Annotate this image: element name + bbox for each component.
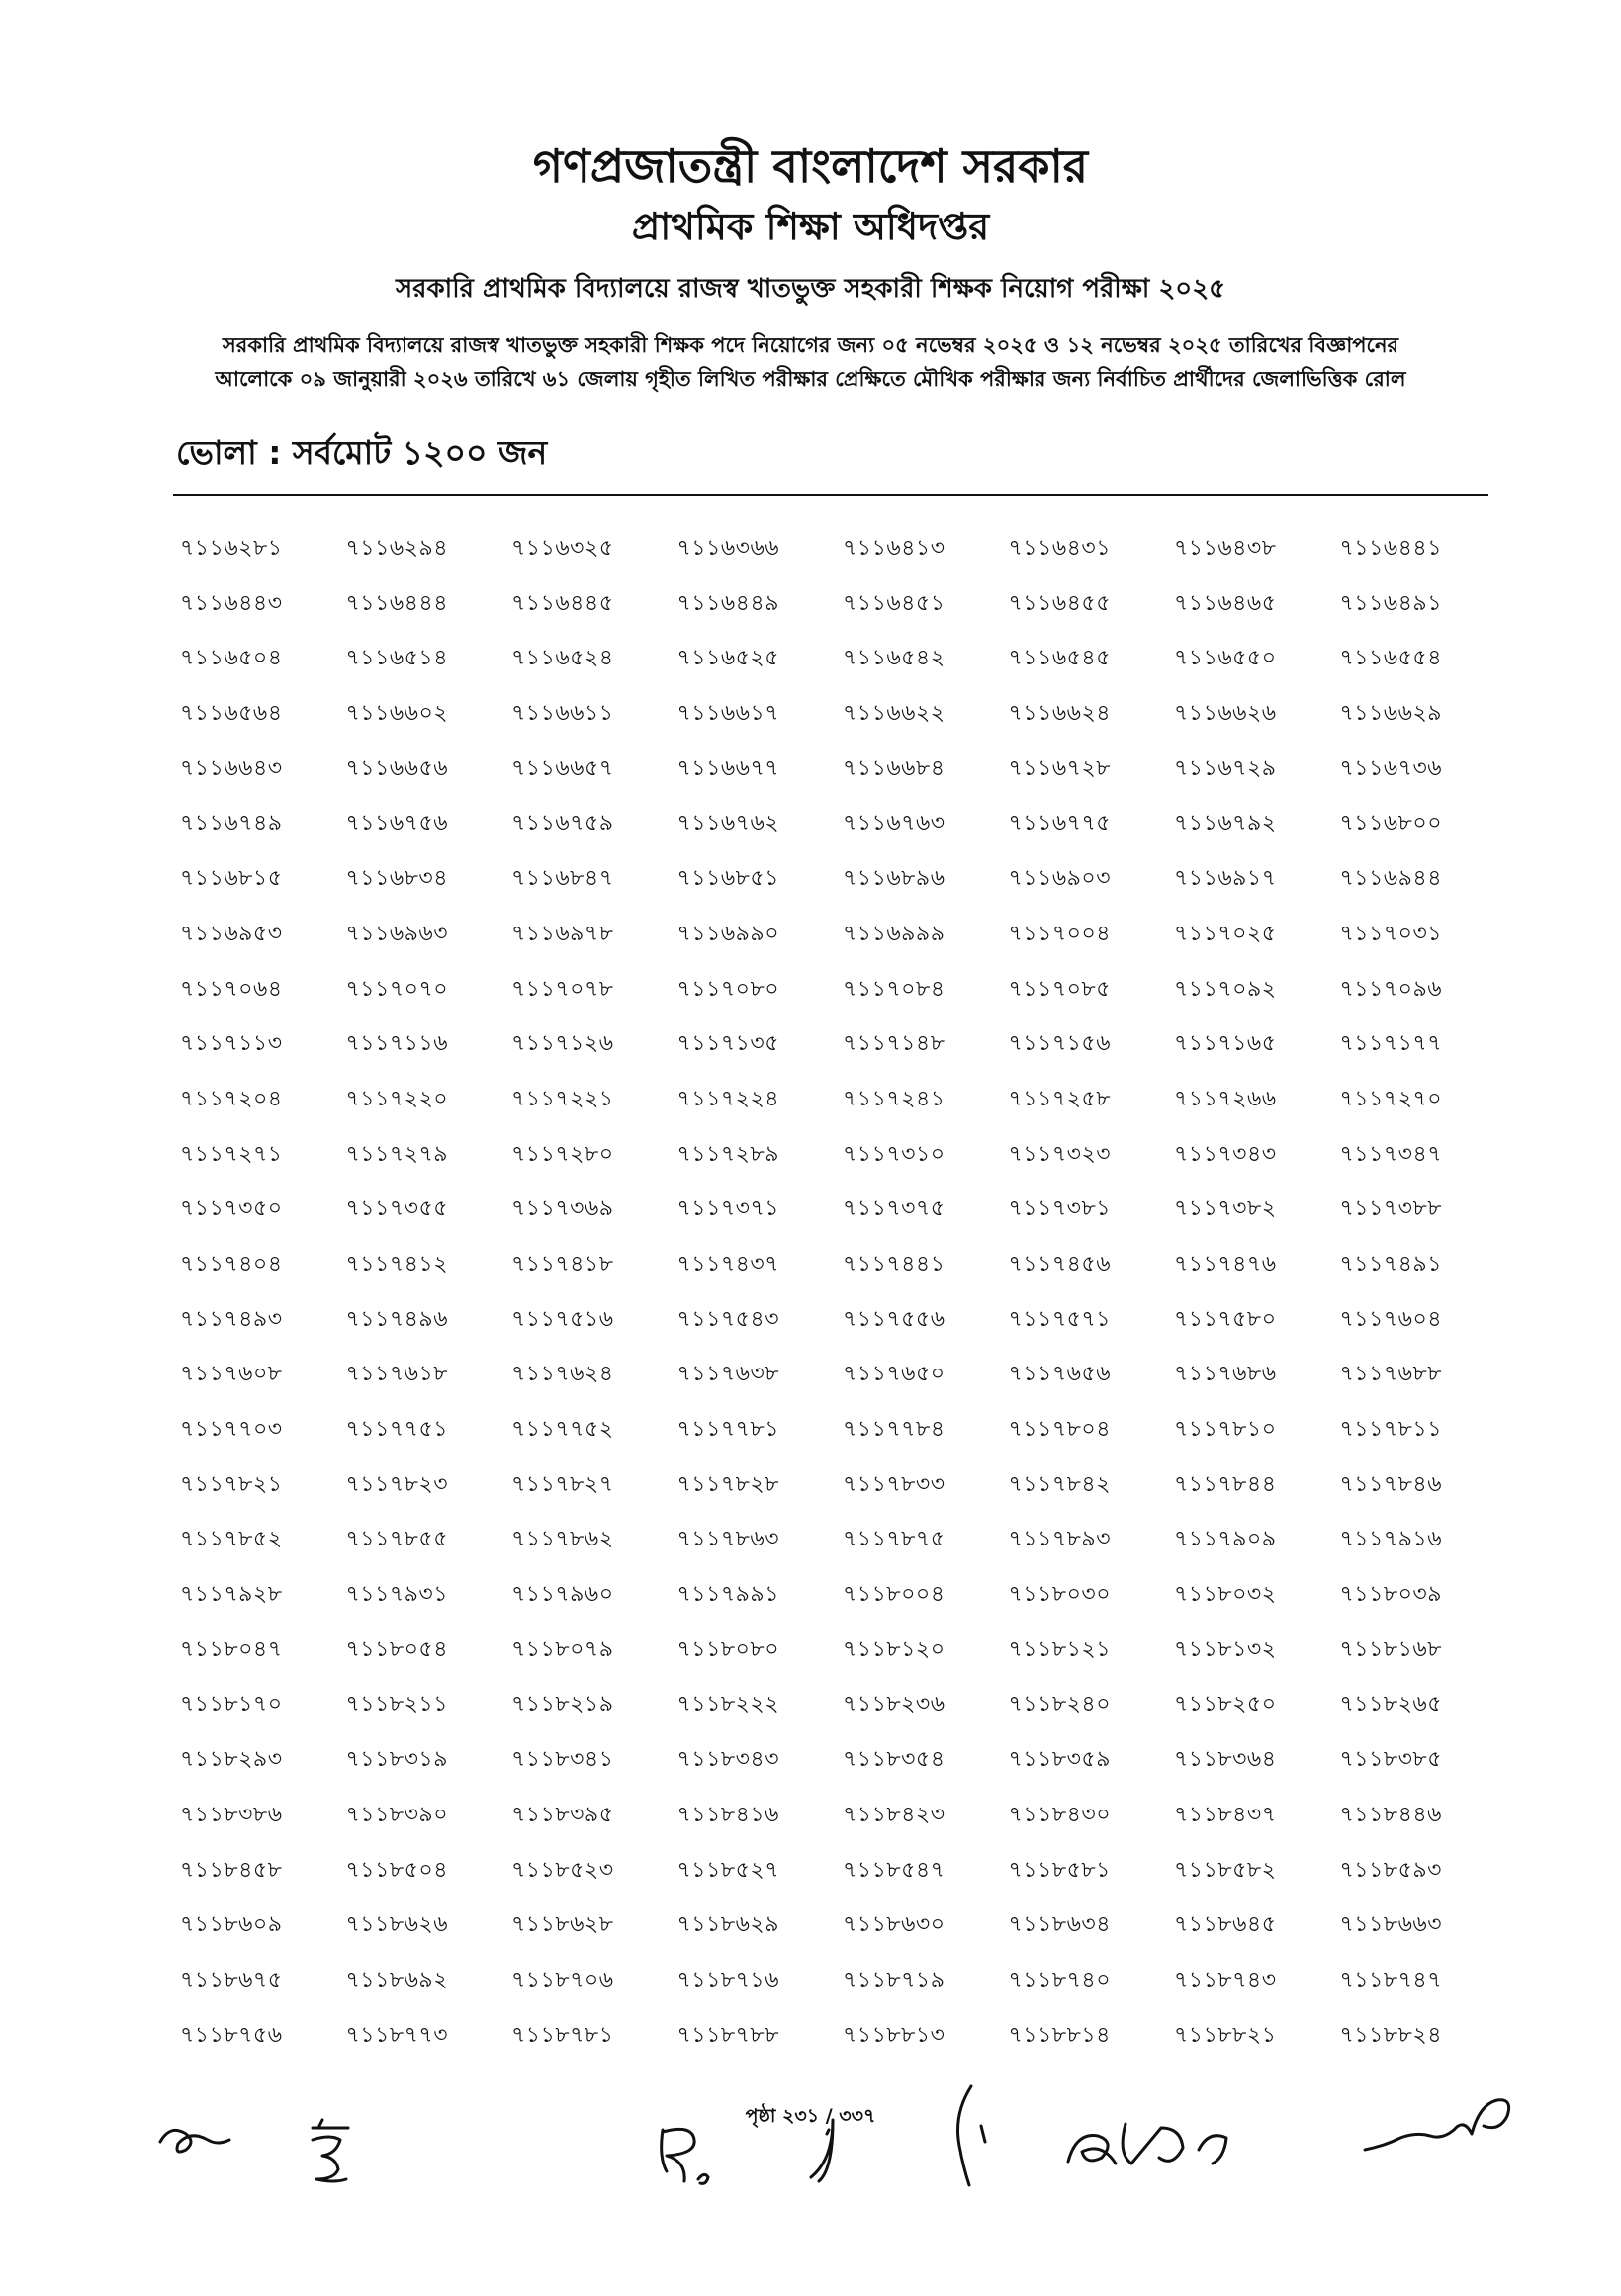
roll-number: ৭১১৭৬০৮ xyxy=(180,1362,283,1387)
roll-number: ৭১১৮১৩২ xyxy=(1174,1636,1277,1662)
roll-number: ৭১১৬৬২৯ xyxy=(1339,701,1443,727)
roll-number: ৭১১৬৬৪৩ xyxy=(180,755,283,781)
roll-number: ৭১১৭৬৫৬ xyxy=(1008,1362,1112,1387)
roll-number: ৭১১৬৯১৭ xyxy=(1174,866,1277,892)
roll-number: ৭১১৬৬৭৭ xyxy=(676,755,780,781)
roll-number: ৭১১৭০৮০ xyxy=(676,976,780,1002)
roll-number: ৭১১৬৯৬৩ xyxy=(345,921,449,946)
roll-number: ৭১১৬৫২৫ xyxy=(676,646,780,671)
roll-number: ৭১১৭২৮০ xyxy=(511,1141,614,1167)
roll-number: ৭১১৮৭১৯ xyxy=(843,1967,946,1992)
roll-number: ৭১১৬৭৫৬ xyxy=(345,811,449,837)
roll-number: ৭১১৭৩১০ xyxy=(843,1141,946,1167)
roll-number: ৭১১৮৬২৮ xyxy=(511,1912,614,1938)
roll-number: ৭১১৭৪৭৬ xyxy=(1174,1251,1277,1277)
roll-number: ৭১১৮৬০৯ xyxy=(180,1912,283,1938)
roll-number: ৭১১৬৮৫১ xyxy=(676,866,779,892)
roll-number: ৭১১৭২৭৯ xyxy=(345,1141,449,1167)
roll-number: ৭১১৬৭৪৯ xyxy=(180,811,283,837)
roll-number: ৭১১৭৬২৪ xyxy=(511,1362,614,1387)
roll-number: ৭১১৮২৬৫ xyxy=(1339,1692,1443,1718)
roll-number: ৭১১৭৪১৮ xyxy=(511,1251,614,1277)
roll-number: ৭১১৭৮৬৩ xyxy=(676,1527,780,1552)
roll-number: ৭১১৮০৪৭ xyxy=(180,1636,283,1662)
roll-number: ৭১১৮৬৪৫ xyxy=(1174,1912,1277,1938)
roll-number: ৭১১৬৪৩১ xyxy=(1008,536,1112,561)
roll-number: ৭১১৮০৭৯ xyxy=(511,1636,614,1662)
roll-number: ৭১১৮৩৪১ xyxy=(511,1747,614,1773)
roll-number: ৭১১৭৯৩১ xyxy=(345,1582,449,1608)
roll-number: ৭১১৭২৮৯ xyxy=(676,1141,780,1167)
roll-number: ৭১১৭৩৮১ xyxy=(1008,1196,1112,1222)
roll-number: ৭১১৭৮৫৫ xyxy=(345,1527,448,1552)
roll-number: ৭১১৬৫৪৫ xyxy=(1008,646,1111,671)
signature-4 xyxy=(811,2120,833,2181)
roll-number: ৭১১৭৪৯৬ xyxy=(345,1306,449,1332)
roll-number: ৭১১৭৮৪৬ xyxy=(1339,1471,1443,1497)
document-header xyxy=(0,136,1621,307)
roll-number: ৭১১৮৬৩০ xyxy=(843,1912,946,1938)
roll-number: ৭১১৭৮৫২ xyxy=(180,1527,283,1552)
roll-number: ৭১১৮৮১৩ xyxy=(843,2022,946,2048)
roll-number: ৭১১৭৬৮৮ xyxy=(1339,1362,1443,1387)
roll-number: ৭১১৮৬৭৫ xyxy=(180,1967,283,1992)
roll-number: ৭১১৭২২৪ xyxy=(676,1086,780,1111)
roll-number: ৭১১৭৩৪৭ xyxy=(1339,1141,1443,1167)
roll-number: ৭১১৬৬৫৭ xyxy=(511,755,614,781)
roll-number: ৭১১৬৪১৩ xyxy=(843,536,946,561)
government-title: গণপ্রজাতন্ত্রী বাংলাদেশ সরকার xyxy=(532,139,1089,193)
roll-number: ৭১১৭৯১৬ xyxy=(1339,1527,1443,1552)
roll-number: ৭১১৬৫০৪ xyxy=(180,646,283,671)
roll-number: ৭১১৬৫৪২ xyxy=(843,646,946,671)
roll-number: ৭১১৭৯৬০ xyxy=(511,1582,614,1608)
roll-number: ৭১১৬৭৫৯ xyxy=(511,811,614,837)
roll-number: ৭১১৭১৭৭ xyxy=(1339,1031,1443,1057)
roll-number: ৭১১৬৩২৫ xyxy=(511,536,614,561)
roll-number: ৭১১৮৩৮৫ xyxy=(1339,1747,1442,1773)
roll-number: ৭১১৭৮৬২ xyxy=(511,1527,614,1552)
roll-number: ৭১১৭৮৭৫ xyxy=(843,1527,946,1552)
roll-number: ৭১১৮৫৯৩ xyxy=(1339,1857,1442,1883)
roll-number: ৭১১৭৫৫৬ xyxy=(843,1306,946,1332)
notice-line: সরকারি প্রাথমিক বিদ্যালয়ে রাজস্ব খাতভুক্ত সহকারী শিক্ষক পদে নিয়োগের জন্য ০৫ নভেম্বর ২০২৫ ও ১২ নভেম্বর ২০২৫ তারিখের বিজ্ঞাপনের xyxy=(222,333,1399,357)
roll-number: ৭১১৭৩৮২ xyxy=(1174,1196,1277,1222)
roll-number: ৭১১৭০৭৮ xyxy=(511,976,614,1002)
roll-number: ৭১১৭৫১৬ xyxy=(511,1306,614,1332)
roll-number: ৭১১৮০৩৯ xyxy=(1339,1582,1443,1608)
roll-number: ৭১১৮৫৮১ xyxy=(1008,1857,1111,1883)
roll-number: ৭১১৮০০৪ xyxy=(843,1582,946,1608)
roll-number: ৭১১৮১২০ xyxy=(843,1636,946,1662)
roll-number: ৭১১৮৬৬৩ xyxy=(1339,1912,1443,1938)
roll-number: ৭১১৬৭২৯ xyxy=(1174,755,1277,781)
roll-number: ৭১১৭৮৪৪ xyxy=(1174,1471,1277,1497)
roll-number: ৭১১৮২৩৬ xyxy=(843,1692,946,1718)
roll-number: ৭১১৬৬২৪ xyxy=(1008,701,1112,727)
roll-number: ৭১১৭৮৩৩ xyxy=(843,1471,946,1497)
roll-number: ৭১১৬২৮১ xyxy=(180,536,283,561)
roll-number: ৭১১৮৩৮৬ xyxy=(180,1802,283,1827)
roll-number: ৭১১৮৭৮৮ xyxy=(676,2022,779,2048)
roll-number: ৭১১৭১১৩ xyxy=(180,1031,283,1057)
roll-number: ৭১১৭৪১২ xyxy=(345,1251,449,1277)
roll-number: ৭১১৭১৫৬ xyxy=(1008,1031,1112,1057)
roll-number: ৭১১৮২১৯ xyxy=(511,1692,614,1718)
roll-number: ৭১১৬৯৭৮ xyxy=(511,921,614,946)
roll-number: ৭১১৬৬২৬ xyxy=(1174,701,1277,727)
roll-number: ৭১১৮৩৫৪ xyxy=(843,1747,946,1773)
page-number: পৃষ্ঠা ২৩১ / ৩৩৭ xyxy=(745,2105,876,2127)
roll-number: ৭১১৭৩২৩ xyxy=(1008,1141,1112,1167)
roll-number: ৭১১৮১২১ xyxy=(1008,1636,1111,1662)
roll-number: ৭১১৭০৩১ xyxy=(1339,921,1443,946)
roll-number: ৭১১৭৮৯৩ xyxy=(1008,1527,1112,1552)
roll-number: ৭১১৮৩৪৩ xyxy=(676,1747,780,1773)
roll-number: ৭১১৮৬২৯ xyxy=(676,1912,780,1938)
roll-number: ৭১১৭৩৭১ xyxy=(676,1196,780,1222)
roll-number: ৭১১৭৫৪৩ xyxy=(676,1306,780,1332)
district-heading: ভোলা : সর্বমোট ১২০০ জন xyxy=(176,433,548,472)
roll-number: ৭১১৬৪৪৪ xyxy=(345,590,448,616)
roll-number: ৭১১৮২৯৩ xyxy=(180,1747,283,1773)
roll-number: ৭১১৬৪৪১ xyxy=(1339,536,1442,561)
roll-number: ৭১১৭৮১১ xyxy=(1339,1417,1442,1442)
roll-number: ৭১১৬৮৯৬ xyxy=(843,866,946,892)
roll-number: ৭১১৭৩৬৯ xyxy=(511,1196,614,1222)
roll-number: ৭১১৭৯৯১ xyxy=(676,1582,779,1608)
roll-number: ৭১১৭৭৮৪ xyxy=(843,1417,946,1442)
roll-number: ৭১১৬৫৫৪ xyxy=(1339,646,1442,671)
signature-1 xyxy=(160,2130,229,2152)
roll-number: ৭১১৮৪২৩ xyxy=(843,1802,946,1827)
roll-number: ৭১১৮৮২১ xyxy=(1174,2022,1277,2048)
roll-number: ৭১১৬৪৫৫ xyxy=(1008,590,1111,616)
roll-number: ৭১১৭৬০৪ xyxy=(1339,1306,1443,1332)
roll-number: ৭১১৭৬৩৮ xyxy=(676,1362,780,1387)
roll-number: ৭১১৬৭২৮ xyxy=(1008,755,1112,781)
roll-number: ৭১১৬৪৪৯ xyxy=(676,590,779,616)
roll-number: ৭১১৮৩৫৯ xyxy=(1008,1747,1111,1773)
roll-number: ৭১১৭৮২৩ xyxy=(345,1471,449,1497)
roll-number: ৭১১৭০৮৪ xyxy=(843,976,946,1002)
roll-number: ৭১১৬৪৪৩ xyxy=(180,590,283,616)
roll-number: ৭১১৮২৪০ xyxy=(1008,1692,1112,1718)
roll-number: ৭১১৭৩৫০ xyxy=(180,1196,283,1222)
roll-number: ৭১১৮২১১ xyxy=(345,1692,448,1718)
roll-number: ৭১১৭৮১০ xyxy=(1174,1417,1277,1442)
roll-number: ৭১১৭১১৬ xyxy=(345,1031,449,1057)
roll-number: ৭১১৭৬৫০ xyxy=(843,1362,946,1387)
roll-number: ৭১১৬৯৯৯ xyxy=(843,921,946,946)
roll-number: ৭১১৮৭৫৬ xyxy=(180,2022,283,2048)
roll-number: ৭১১৭৪৯৩ xyxy=(180,1306,283,1332)
signature-7 xyxy=(1365,2100,1509,2150)
roll-number: ৭১১৮৭৪০ xyxy=(1008,1967,1112,1992)
roll-number: ৭১১৭৯২৮ xyxy=(180,1582,283,1608)
roll-number: ৭১১৭৮২৮ xyxy=(676,1471,780,1497)
roll-number: ৭১১৬৫১৪ xyxy=(345,646,448,671)
roll-number: ৭১১৮৫৪৭ xyxy=(843,1857,946,1883)
roll-number: ৭১১৮২২২ xyxy=(676,1692,780,1718)
roll-number: ৭১১৬৪৪৫ xyxy=(511,590,614,616)
exam-title: সরকারি প্রাথমিক বিদ্যালয়ে রাজস্ব খাতভুক্ত সহকারী শিক্ষক নিয়োগ পরীক্ষা ২০২৫ xyxy=(396,274,1225,304)
roll-number: ৭১১৭২২১ xyxy=(511,1086,614,1111)
roll-number: ৭১১৬৮৪৭ xyxy=(511,866,614,892)
roll-number: ৭১১৭১৩৫ xyxy=(676,1031,780,1057)
signature-3 xyxy=(662,2129,708,2183)
roll-number: ৭১১৭১৬৫ xyxy=(1174,1031,1277,1057)
roll-number: ৭১১৬৪৯১ xyxy=(1339,590,1442,616)
roll-number: ৭১১৭৪৪১ xyxy=(843,1251,946,1277)
roll-number: ৭১১৬৮০০ xyxy=(1339,811,1443,837)
roll-number: ৭১১৮৭০৬ xyxy=(511,1967,614,1992)
roll-number: ৭১১৮৪৪৬ xyxy=(1339,1802,1442,1827)
roll-number: ৭১১৭৭৮১ xyxy=(676,1417,780,1442)
roll-number: ৭১১৭৪৩৭ xyxy=(676,1251,780,1277)
roll-number: ৭১১৭৬১৮ xyxy=(345,1362,449,1387)
roll-number: ৭১১৬৫২৪ xyxy=(511,646,614,671)
roll-number: ৭১১৮৮১৪ xyxy=(1008,2022,1111,2048)
roll-number: ৭১১৭৩৫৫ xyxy=(345,1196,449,1222)
roll-number: ৭১১৬৬০২ xyxy=(345,701,449,727)
roll-number: ৭১১৮৬৯২ xyxy=(345,1967,449,1992)
signature-2 xyxy=(313,2120,348,2181)
roll-number: ৭১১৬৬১১ xyxy=(511,701,614,727)
roll-number: ৭১১৭৮২১ xyxy=(180,1471,283,1497)
roll-number: ৭১১৮৪৩০ xyxy=(1008,1802,1112,1827)
roll-number: ৭১১৭৪৯১ xyxy=(1339,1251,1442,1277)
signature-5 xyxy=(958,2086,986,2185)
roll-number: ৭১১৭০২৫ xyxy=(1174,921,1277,946)
roll-number: ৭১১৮৫০৪ xyxy=(345,1857,448,1883)
roll-number: ৭১১৬৮৩৪ xyxy=(345,866,449,892)
roll-number: ৭১১৭২৫৮ xyxy=(1008,1086,1112,1111)
roll-number: ৭১১৬৬৫৬ xyxy=(345,755,449,781)
roll-number: ৭১১৭৫৮০ xyxy=(1174,1306,1277,1332)
roll-number: ৭১১৭০৯২ xyxy=(1174,976,1277,1002)
notice-line: আলোকে ০৯ জানুয়ারী ২০২৬ তারিখে ৬১ জেলায় গৃহীত লিখিত পরীক্ষার প্রেক্ষিতে মৌখিক পরীক্ষার জন্য নির্বাচিত প্রার্থীদের জেলাভিত্তিক রোল xyxy=(215,367,1406,391)
roll-number: ৭১১৮৫৮২ xyxy=(1174,1857,1277,1883)
roll-number: ৭১১৮৬৩৪ xyxy=(1008,1912,1112,1938)
roll-number: ৭১১৭০৯৬ xyxy=(1339,976,1443,1002)
roll-number: ৭১১৬৬২২ xyxy=(843,701,946,727)
roll-number: ৭১১৮৫২৭ xyxy=(676,1857,780,1883)
roll-number: ৭১১৭৪৫৬ xyxy=(1008,1251,1112,1277)
roll-number: ৭১১৭২২০ xyxy=(345,1086,449,1111)
roll-number: ৭১১৬৬১৭ xyxy=(676,701,780,727)
roll-number: ৭১১৬৯০৩ xyxy=(1008,866,1112,892)
notice-text xyxy=(148,328,1473,396)
roll-number: ৭১১৬২৯৪ xyxy=(345,536,449,561)
signatures xyxy=(0,2076,1621,2274)
roll-number: ৭১১৬৫৬৪ xyxy=(180,701,283,727)
roll-number: ৭১১৮০৫৪ xyxy=(345,1636,448,1662)
roll-number: ৭১১৭৫৭১ xyxy=(1008,1306,1112,1332)
roll-number: ৭১১৬৭৭৫ xyxy=(1008,811,1112,837)
roll-number: ৭১১৭২৬৬ xyxy=(1174,1086,1277,1111)
roll-number: ৭১১৬৯৯০ xyxy=(676,921,780,946)
roll-number: ৭১১৭৩৭৫ xyxy=(843,1196,946,1222)
roll-number: ৭১১৭১২৬ xyxy=(511,1031,614,1057)
roll-number: ৭১১৮৩৯৫ xyxy=(511,1802,614,1827)
roll-number: ৭১১৭৩৮৮ xyxy=(1339,1196,1443,1222)
roll-number: ৭১১৭৭৫১ xyxy=(345,1417,449,1442)
roll-number: ৭১১৬৫৫০ xyxy=(1174,646,1277,671)
roll-number: ৭১১৬৭৬২ xyxy=(676,811,780,837)
roll-number: ৭১১৭৬৮৬ xyxy=(1174,1362,1277,1387)
roll-number: ৭১১৮৬২৬ xyxy=(345,1912,449,1938)
roll-number: ৭১১৮৮২৪ xyxy=(1339,2022,1442,2048)
directorate-title: প্রাথমিক শিক্ষা অধিদপ্তর xyxy=(631,205,990,248)
signature-6 xyxy=(1068,2124,1226,2164)
roll-number: ৭১১৮৪১৬ xyxy=(676,1802,779,1827)
roll-number: ৭১১৮৭৪৩ xyxy=(1174,1967,1277,1992)
roll-number: ৭১১৮০৩২ xyxy=(1174,1582,1277,1608)
roll-number: ৭১১৮৩৯০ xyxy=(345,1802,449,1827)
roll-number: ৭১১৭০০৪ xyxy=(1008,921,1112,946)
roll-number: ৭১১৮১৬৮ xyxy=(1339,1636,1442,1662)
roll-number: ৭১১৭৮৪২ xyxy=(1008,1471,1112,1497)
roll-number: ৭১১৭৮০৪ xyxy=(1008,1417,1112,1442)
roll-number: ৭১১৬৭৩৬ xyxy=(1339,755,1443,781)
roll-number: ৭১১৭২৭১ xyxy=(180,1141,283,1167)
roll-number: ৭১১৭২৭০ xyxy=(1339,1086,1443,1111)
roll-number: ৭১১৬৪৩৮ xyxy=(1174,536,1277,561)
roll-number: ৭১১৮২৫০ xyxy=(1174,1692,1277,1718)
roll-number: ৭১১৮৩১৯ xyxy=(345,1747,448,1773)
roll-number: ৭১১৬৪৫১ xyxy=(843,590,946,616)
heading-divider xyxy=(173,494,1488,496)
roll-number: ৭১১৮৫২৩ xyxy=(511,1857,614,1883)
roll-number: ৭১১৭৩৪৩ xyxy=(1174,1141,1277,1167)
roll-number: ৭১১৭১৪৮ xyxy=(843,1031,946,1057)
roll-number: ৭১১৮৪৫৮ xyxy=(180,1857,283,1883)
roll-number: ৭১১৮০৮০ xyxy=(676,1636,780,1662)
roll-number: ৭১১৭০৮৫ xyxy=(1008,976,1112,1002)
roll-number: ৭১১৮০৩০ xyxy=(1008,1582,1112,1608)
roll-number: ৭১১৭২০৪ xyxy=(180,1086,283,1111)
roll-number: ৭১১৮৭৪৭ xyxy=(1339,1967,1443,1992)
roll-number: ৭১১৭২৪১ xyxy=(843,1086,946,1111)
roll-number: ৭১১৮৩৬৪ xyxy=(1174,1747,1277,1773)
roll-number: ৭১১৬৩৬৬ xyxy=(676,536,780,561)
roll-number: ৭১১৬৮১৫ xyxy=(180,866,283,892)
roll-number: ৭১১৬৬৮৪ xyxy=(843,755,946,781)
roll-number: ৭১১৭৭৫২ xyxy=(511,1417,614,1442)
roll-number: ৭১১৭৯০৯ xyxy=(1174,1527,1277,1552)
roll-number: ৭১১৬৭৬৩ xyxy=(843,811,946,837)
roll-number: ৭১১৭০৭০ xyxy=(345,976,449,1002)
roll-number: ৭১১৭০৬৪ xyxy=(180,976,283,1002)
roll-number: ৭১১৭৪০৪ xyxy=(180,1251,283,1277)
roll-number: ৭১১৮৭১৬ xyxy=(676,1967,780,1992)
roll-number: ৭১১৮১৭০ xyxy=(180,1692,283,1718)
roll-number: ৭১১৭৮২৭ xyxy=(511,1471,614,1497)
roll-number: ৭১১৬৯৫৩ xyxy=(180,921,283,946)
roll-number: ৭১১৮৭৮১ xyxy=(511,2022,614,2048)
roll-number: ৭১১৭৭০৩ xyxy=(180,1417,283,1442)
roll-number: ৭১১৮৭৭৩ xyxy=(345,2022,449,2048)
roll-number: ৭১১৬৯৪৪ xyxy=(1339,866,1442,892)
roll-number: ৭১১৮৪৩৭ xyxy=(1174,1802,1277,1827)
roll-number-grid xyxy=(180,529,1486,2071)
roll-number: ৭১১৬৭৯২ xyxy=(1174,811,1277,837)
roll-number: ৭১১৬৪৬৫ xyxy=(1174,590,1277,616)
